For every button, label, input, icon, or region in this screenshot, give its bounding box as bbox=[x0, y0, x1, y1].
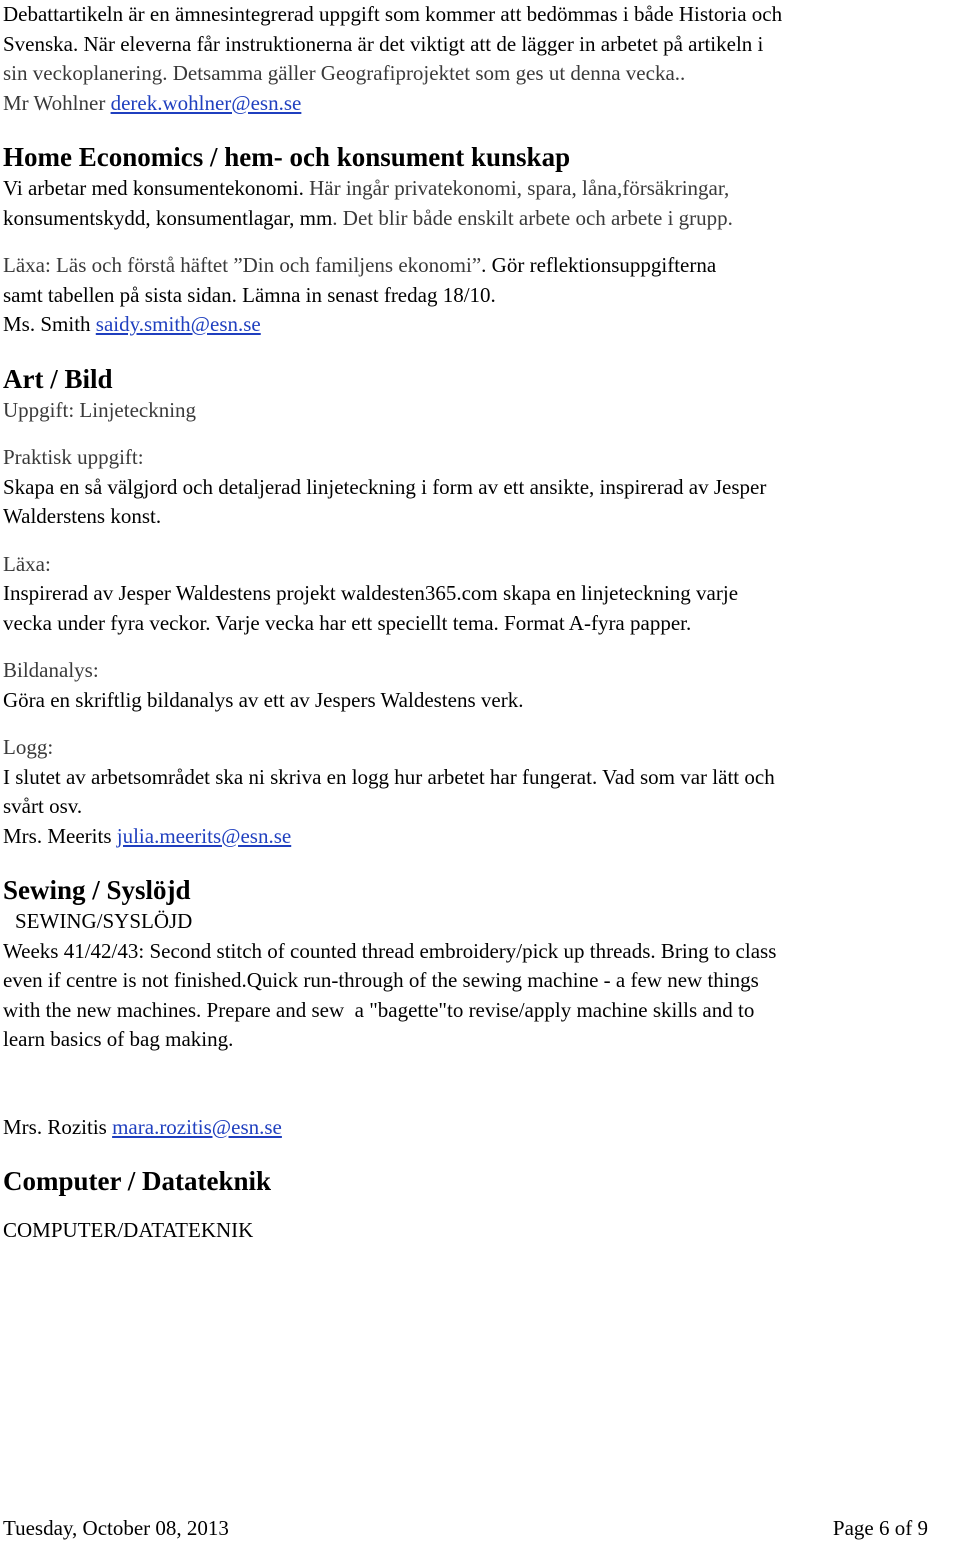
page-footer bbox=[3, 1514, 928, 1543]
intro-teacher: Mr Wohlner bbox=[3, 90, 106, 115]
art-homework-label: Läxa: bbox=[3, 551, 51, 576]
art-contact bbox=[3, 822, 955, 852]
art-log-label: Logg: bbox=[3, 735, 54, 759]
home-economics-homework-line-1 bbox=[3, 251, 955, 281]
sewing-teacher: Mrs. Rozitis bbox=[3, 1114, 107, 1139]
art-section bbox=[3, 362, 955, 852]
intro-contact bbox=[3, 89, 955, 119]
computer-section bbox=[3, 1164, 955, 1246]
art-teacher: Mrs. Meerits bbox=[3, 823, 112, 848]
sewing-line-4: learn basics of bag making. bbox=[3, 1027, 234, 1051]
art-task: Uppgift: Linjeteckning bbox=[3, 397, 197, 422]
sewing-heading: Sewing / Syslöjd bbox=[3, 875, 191, 905]
sewing-subtitle: SEWING/SYSLÖJD bbox=[15, 909, 193, 933]
sewing-line-2: even if centre is not finished.Quick run-through of the sewing machine - a few new things bbox=[3, 968, 759, 992]
home-economics-line-1 bbox=[3, 174, 955, 204]
home-economics-section bbox=[3, 140, 955, 340]
intro-line-1: Debattartikeln är en ämnesintegrerad uppgift som kommer att bedömmas i både Historia och bbox=[3, 2, 783, 26]
home-economics-homework-line-2: samt tabellen på sista sidan. Lämna in senast fredag 18/10. bbox=[3, 282, 496, 307]
sewing-email-link[interactable]: mara.rozitis@esn.se bbox=[112, 1114, 282, 1139]
computer-subtitle: COMPUTER/DATATEKNIK bbox=[3, 1218, 254, 1242]
home-economics-line-2b: . Det blir både enskilt arbete och arbete i grupp. bbox=[332, 205, 733, 230]
intro-section bbox=[3, 0, 955, 118]
art-analysis-label: Bildanalys: bbox=[3, 658, 99, 682]
document-page bbox=[3, 0, 955, 1246]
sewing-line-1: Weeks 41/42/43: Second stitch of counted thread embroidery/pick up threads. Bring to class bbox=[3, 938, 777, 963]
computer-heading: Computer / Datateknik bbox=[3, 1166, 272, 1196]
home-economics-line-1b: Här ingår privatekonomi, spara, låna,försäkringar, bbox=[309, 176, 730, 200]
footer-page-number: Page 6 of 9 bbox=[832, 1516, 928, 1540]
home-economics-contact bbox=[3, 310, 955, 340]
art-heading: Art / Bild bbox=[3, 363, 113, 394]
home-economics-heading: Home Economics / hem- och konsument kunskap bbox=[3, 142, 571, 172]
art-email-link[interactable]: julia.meerits@esn.se bbox=[116, 823, 292, 848]
home-economics-teacher: Ms. Smith bbox=[3, 312, 91, 336]
art-practical-line-1: Skapa en så välgjord och detaljerad linjeteckning i form av ett ansikte, inspirerad av Jesper bbox=[3, 474, 767, 499]
home-economics-line-2a: konsumentskydd, konsumentlagar, mm bbox=[3, 205, 333, 230]
art-practical-label: Praktisk uppgift: bbox=[3, 445, 144, 469]
art-homework-line-2: vecka under fyra veckor. Varje vecka har ett speciellt tema. Format A-fyra papper. bbox=[3, 610, 692, 635]
sewing-line-3: with the new machines. Prepare and sew a "bagette"to revise/apply machine skills and to bbox=[3, 997, 755, 1022]
art-log-line-2: svårt osv. bbox=[3, 794, 83, 818]
art-practical-line-2: Walderstens konst. bbox=[3, 504, 162, 528]
sewing-section bbox=[3, 873, 955, 1142]
art-log-line-1: I slutet av arbetsområdet ska ni skriva en logg hur arbetet har fungerat. Vad som var lätt och bbox=[3, 764, 775, 789]
home-economics-line-1a: Vi arbetar med konsumentekonomi. bbox=[3, 176, 304, 200]
art-homework-line-1: Inspirerad av Jesper Waldestens projekt waldesten365.com skapa en linjeteckning varje bbox=[3, 581, 739, 605]
home-economics-line-2 bbox=[3, 204, 955, 234]
sewing-contact bbox=[3, 1113, 955, 1143]
footer-date: Tuesday, October 08, 2013 bbox=[3, 1516, 229, 1540]
intro-email-link[interactable]: derek.wohlner@esn.se bbox=[110, 90, 302, 115]
home-economics-homework-1b: . Gör reflektionsuppgifterna bbox=[481, 253, 717, 277]
intro-line-3: sin veckoplanering. Detsamma gäller Geografiprojektet som ges ut denna vecka.. bbox=[3, 61, 686, 85]
intro-line-2: Svenska. När eleverna får instruktionerna är det viktigt att de lägger in arbetet på artikeln i bbox=[3, 31, 764, 56]
home-economics-homework-1a: Läxa: Läs och förstå häftet ”Din och familjens ekonomi” bbox=[3, 253, 482, 277]
home-economics-email-link[interactable]: saidy.smith@esn.se bbox=[95, 312, 261, 336]
art-analysis-line-1: Göra en skriftlig bildanalys av ett av Jespers Waldestens verk. bbox=[3, 687, 524, 712]
